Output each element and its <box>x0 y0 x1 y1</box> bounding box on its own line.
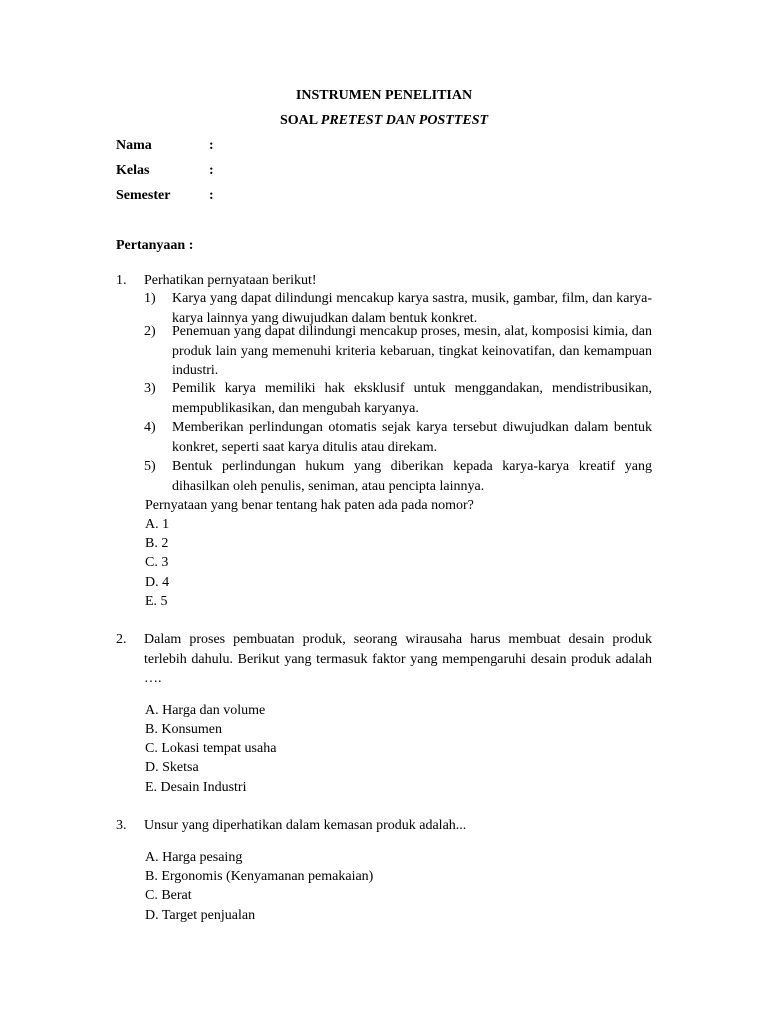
question-1-option-d: D. 4 <box>145 575 170 590</box>
statement-3 <box>144 379 652 418</box>
field-label: Nama <box>116 138 152 153</box>
statement-text: Pemilik karya memiliki hak eksklusif untuk menggandakan, mendistribusikan, mempublikasikan, dan mengubah karyanya. <box>172 381 652 416</box>
question-1-prompt: Perhatikan pernyataan berikut! <box>144 273 317 288</box>
field-colon: : <box>209 188 214 203</box>
question-1-option-c: C. 3 <box>145 555 169 570</box>
statement-number: 1) <box>144 291 156 306</box>
statement-2 <box>144 322 652 381</box>
question-2-text: Dalam proses pembuatan produk, seorang wirausaha harus membuat desain produk terlebih dahulu. Berikut yang termasuk faktor yang mempengaruhi desain produk adalah …. <box>144 632 652 686</box>
questions-heading: Pertanyaan : <box>116 238 194 253</box>
subtitle-prefix: SOAL <box>279 113 321 128</box>
question-2-option-e: E. Desain Industri <box>145 780 247 795</box>
document-subtitle <box>0 112 768 130</box>
question-3-number: 3. <box>116 818 127 833</box>
field-colon: : <box>209 163 214 178</box>
question-2-option-d: D. Sketsa <box>145 760 199 775</box>
question-2-option-c: C. Lokasi tempat usaha <box>145 741 277 756</box>
statement-number: 5) <box>144 459 156 474</box>
question-3-option-d: D. Target penjualan <box>145 908 256 923</box>
statement-number: 4) <box>144 420 156 435</box>
statement-text: Memberikan perlindungan otomatis sejak karya tersebut diwujudkan dalam bentuk konkret, seperti saat karya ditulis atau direkam. <box>172 420 652 455</box>
subtitle-italic: PRETEST DAN POSTTEST <box>320 113 489 128</box>
question-3-option-a: A. Harga pesaing <box>145 850 243 865</box>
field-semester <box>116 187 214 205</box>
statement-5 <box>144 457 652 496</box>
question-3-option-b: B. Ergonomis (Kenyamanan pemakaian) <box>145 869 374 884</box>
question-3-option-c: C. Berat <box>145 888 192 903</box>
document-title: INSTRUMEN PENELITIAN <box>295 88 473 103</box>
question-1-option-b: B. 2 <box>145 536 169 551</box>
statement-number: 3) <box>144 381 156 396</box>
statement-text: Penemuan yang dapat dilindungi mencakup proses, mesin, alat, komposisi kimia, dan produk lain yang memenuhi kriteria kebaruan, tingkat keinovatifan, dan kemampuan industri. <box>172 324 652 378</box>
statement-text: Bentuk perlindungan hukum yang diberikan kepada karya-karya kreatif yang dihasilkan oleh penulis, seniman, atau pencipta lainnya. <box>172 459 652 494</box>
statement-4 <box>144 418 652 457</box>
field-nama <box>116 137 214 155</box>
question-2-option-b: B. Konsumen <box>145 722 222 737</box>
field-colon: : <box>209 138 214 153</box>
statement-text: Karya yang dapat dilindungi mencakup karya sastra, musik, gambar, film, dan karya-karya lainnya yang diwujudkan dalam bentuk konkret. <box>172 291 652 326</box>
question-1-number: 1. <box>116 273 127 288</box>
question-1-text: Pernyataan yang benar tentang hak paten ada pada nomor? <box>145 498 474 513</box>
question-1-option-a: A. 1 <box>145 517 170 532</box>
statement-number: 2) <box>144 324 156 339</box>
question-2-number: 2. <box>116 632 127 647</box>
field-label: Semester <box>116 188 171 203</box>
question-1-option-e: E. 5 <box>145 594 168 609</box>
field-kelas <box>116 162 214 180</box>
question-3-text: Unsur yang diperhatikan dalam kemasan produk adalah... <box>144 818 467 833</box>
field-label: Kelas <box>116 163 150 178</box>
question-2-option-a: A. Harga dan volume <box>145 703 266 718</box>
